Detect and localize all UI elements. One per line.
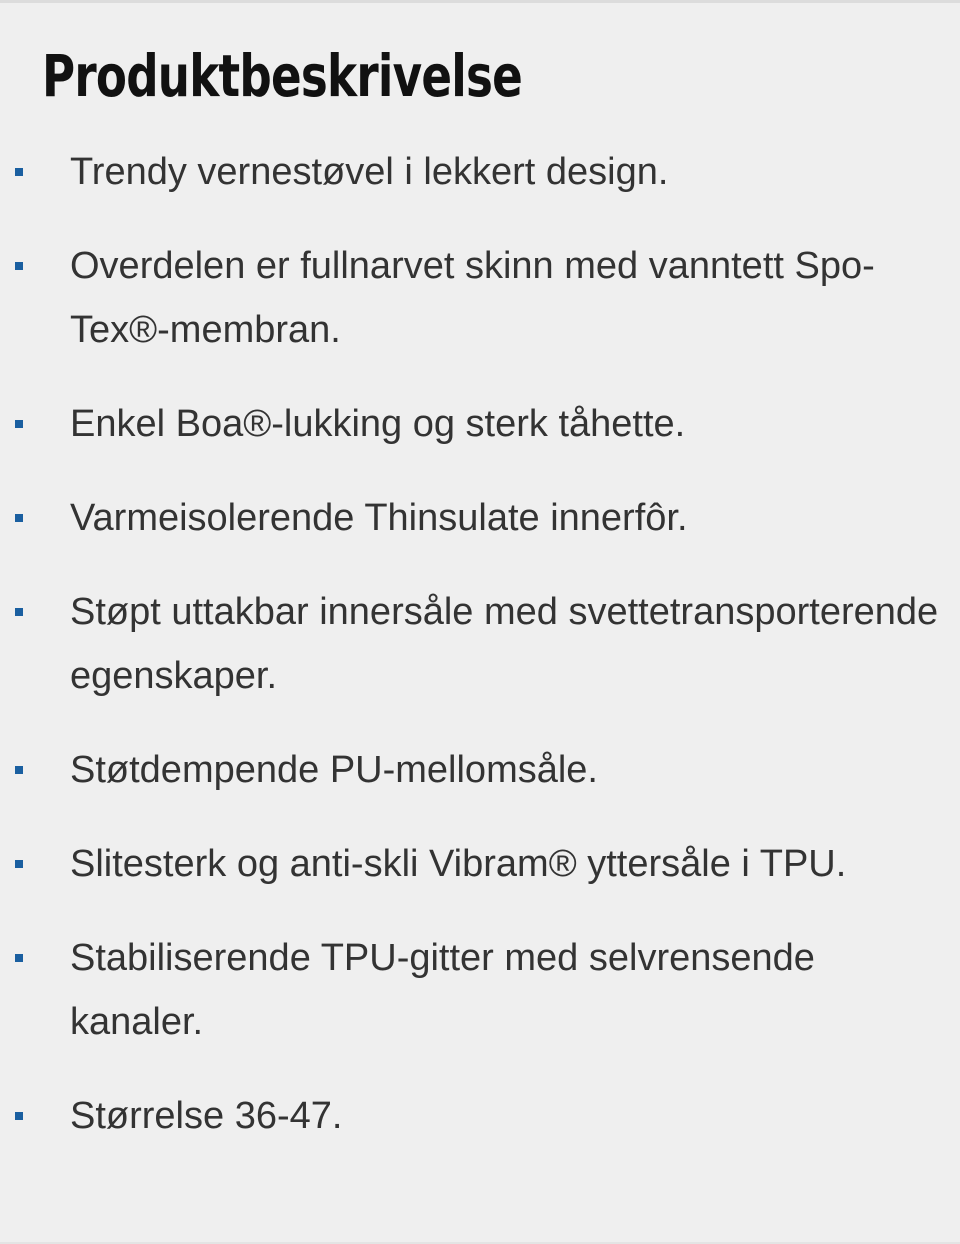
feature-text: Størrelse 36-47. bbox=[70, 1095, 343, 1137]
feature-text: Trendy vernestøvel i lekkert design. bbox=[70, 151, 669, 193]
top-divider bbox=[0, 0, 960, 3]
square-bullet-icon bbox=[15, 954, 23, 962]
square-bullet-icon bbox=[15, 262, 23, 270]
feature-list bbox=[0, 140, 960, 1178]
feature-list-item bbox=[0, 1084, 960, 1148]
feature-text: Tex®-membran. bbox=[70, 309, 341, 351]
feature-list-item bbox=[0, 486, 960, 550]
feature-list-item bbox=[0, 926, 960, 1054]
feature-text: Overdelen er fullnarvet skinn med vanntett Spo- bbox=[70, 245, 875, 287]
feature-text: kanaler. bbox=[70, 1001, 204, 1043]
feature-list-item bbox=[0, 580, 960, 708]
square-bullet-icon bbox=[15, 168, 23, 176]
feature-list-item bbox=[0, 234, 960, 362]
feature-text: Enkel Boa®-lukking og sterk tåhette. bbox=[70, 403, 686, 445]
feature-text: Slitesterk og anti-skli Vibram® yttersåle i TPU. bbox=[70, 843, 847, 885]
square-bullet-icon bbox=[15, 1112, 23, 1120]
feature-text: Støtdempende PU-mellomsåle. bbox=[70, 749, 598, 791]
feature-text: Støpt uttakbar innersåle med svettetransporterende bbox=[70, 591, 939, 633]
square-bullet-icon bbox=[15, 608, 23, 616]
square-bullet-icon bbox=[15, 420, 23, 428]
square-bullet-icon bbox=[15, 766, 23, 774]
feature-text: Varmeisolerende Thinsulate innerfôr. bbox=[70, 497, 688, 539]
feature-list-item bbox=[0, 738, 960, 802]
feature-list-item bbox=[0, 140, 960, 204]
feature-text: egenskaper. bbox=[70, 655, 278, 697]
square-bullet-icon bbox=[15, 860, 23, 868]
feature-list-item bbox=[0, 392, 960, 456]
feature-text: Stabiliserende TPU-gitter med selvrensende bbox=[70, 937, 815, 979]
feature-list-item bbox=[0, 832, 960, 896]
section-title: Produktbeskrivelse bbox=[42, 42, 523, 110]
square-bullet-icon bbox=[15, 514, 23, 522]
